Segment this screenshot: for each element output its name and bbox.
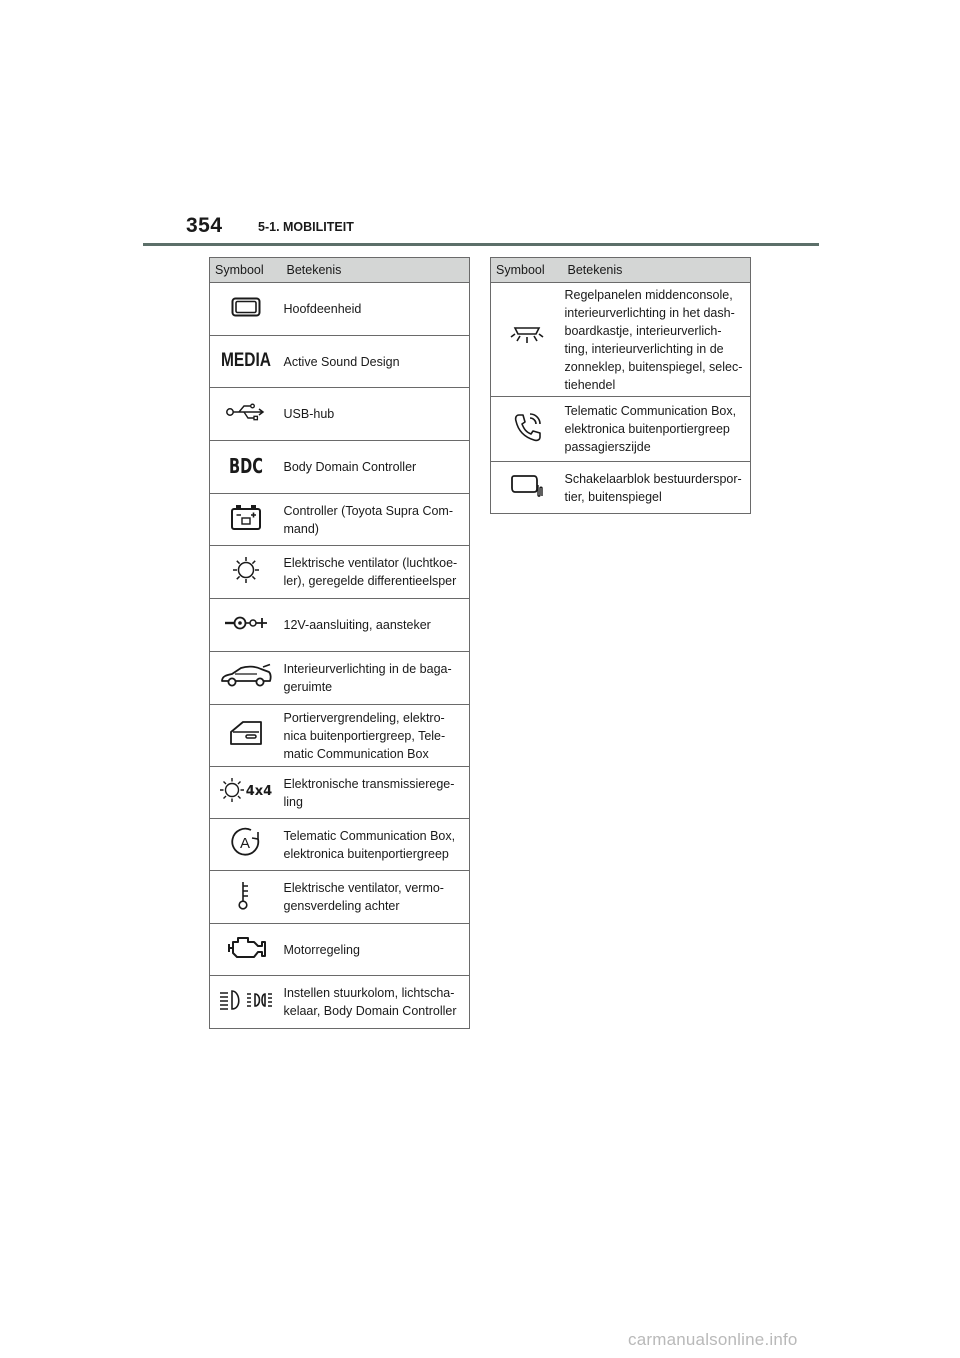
thermometer-icon [236,879,256,911]
meaning-cell: Telematic Communication Box, elektronica buitenportiergreep passagierszijde [563,397,751,462]
meaning-cell: Motorregeling [282,924,470,976]
fan-4x4-icon-label: 4x4 [245,784,272,799]
meaning-cell: 12V-aansluiting, aansteker [282,599,470,652]
column-header-symbol: Symbool [491,258,563,283]
headlights-icon [218,988,274,1012]
table-row [210,336,470,388]
page-number: 354 [186,214,223,237]
section-title: 5-1. MOBILITEIT [258,220,354,234]
meaning-cell: Telematic Communication Box, elektronica buitenportiergreep [282,819,470,871]
meaning-cell: Active Sound Design [282,336,470,388]
table-row [210,767,470,819]
table-row [210,924,470,976]
auto-icon-label: A [239,835,250,852]
table-header-row [210,258,470,283]
meaning-cell: Body Domain Controller [282,441,470,494]
column-header-meaning: Betekenis [282,258,470,283]
media-icon-label: MEDIA [220,350,271,371]
table-row [210,871,470,924]
meaning-cell: Portiervergrendeling, elektro- nica buitenportiergreep, Tele- matic Communication Box [282,705,470,767]
auto-start-stop-icon [229,825,263,859]
meaning-cell: Hoofdeenheid [282,283,470,336]
media-icon [220,349,272,369]
table-row [210,705,470,767]
meaning-cell: Interieurverlichting in de baga- geruimte [282,652,470,705]
table-header-row [491,258,751,283]
table-row [210,494,470,546]
power-socket-icon [223,613,269,633]
symbol-table-left [209,257,470,1029]
bdc-icon [227,454,265,476]
head-unit-icon [231,297,261,317]
door-icon [228,720,264,746]
battery-icon [229,503,263,531]
table-row [491,397,751,462]
fan-4x4-icon [219,776,273,804]
column-header-meaning: Betekenis [563,258,751,283]
usb-icon [225,402,267,422]
table-row [491,462,751,514]
table-row [210,652,470,705]
meaning-cell: Elektrische ventilator (luchtkoe- ler), geregelde differentieelsper [282,546,470,599]
meaning-cell: Schakelaarblok bestuurderspor- tier, buitenspiegel [563,462,751,514]
table-row [210,976,470,1029]
table-row [210,819,470,871]
meaning-cell: Regelpanelen middenconsole, interieurverlichting in het dash- boardkastje, interieurverlich- ting, interieurverlichting in de zonneklep, buitenspiegel, selec- tiehendel [563,283,751,397]
header-divider [143,243,819,246]
meaning-cell: Controller (Toyota Supra Com- mand) [282,494,470,546]
interior-light-icon [509,325,545,349]
symbol-table-right [490,257,751,514]
table-row [210,283,470,336]
car-trunk-icon [219,663,273,689]
mirror-icon [509,472,545,498]
bdc-icon-label: BDC [228,453,263,478]
meaning-cell: Elektronische transmissierege- ling [282,767,470,819]
fan-icon [231,555,261,585]
engine-icon [224,934,268,960]
table-row [210,441,470,494]
table-row [210,546,470,599]
table-row [210,388,470,441]
meaning-cell: Instellen stuurkolom, lichtscha- kelaar, Body Domain Controller [282,976,470,1029]
phone-icon [510,410,544,444]
watermark: carmanualsonline.info [628,1330,798,1349]
meaning-cell: Elektrische ventilator, vermo- gensverdeling achter [282,871,470,924]
table-row [491,283,751,397]
table-row [210,599,470,652]
column-header-symbol: Symbool [210,258,282,283]
meaning-cell: USB-hub [282,388,470,441]
